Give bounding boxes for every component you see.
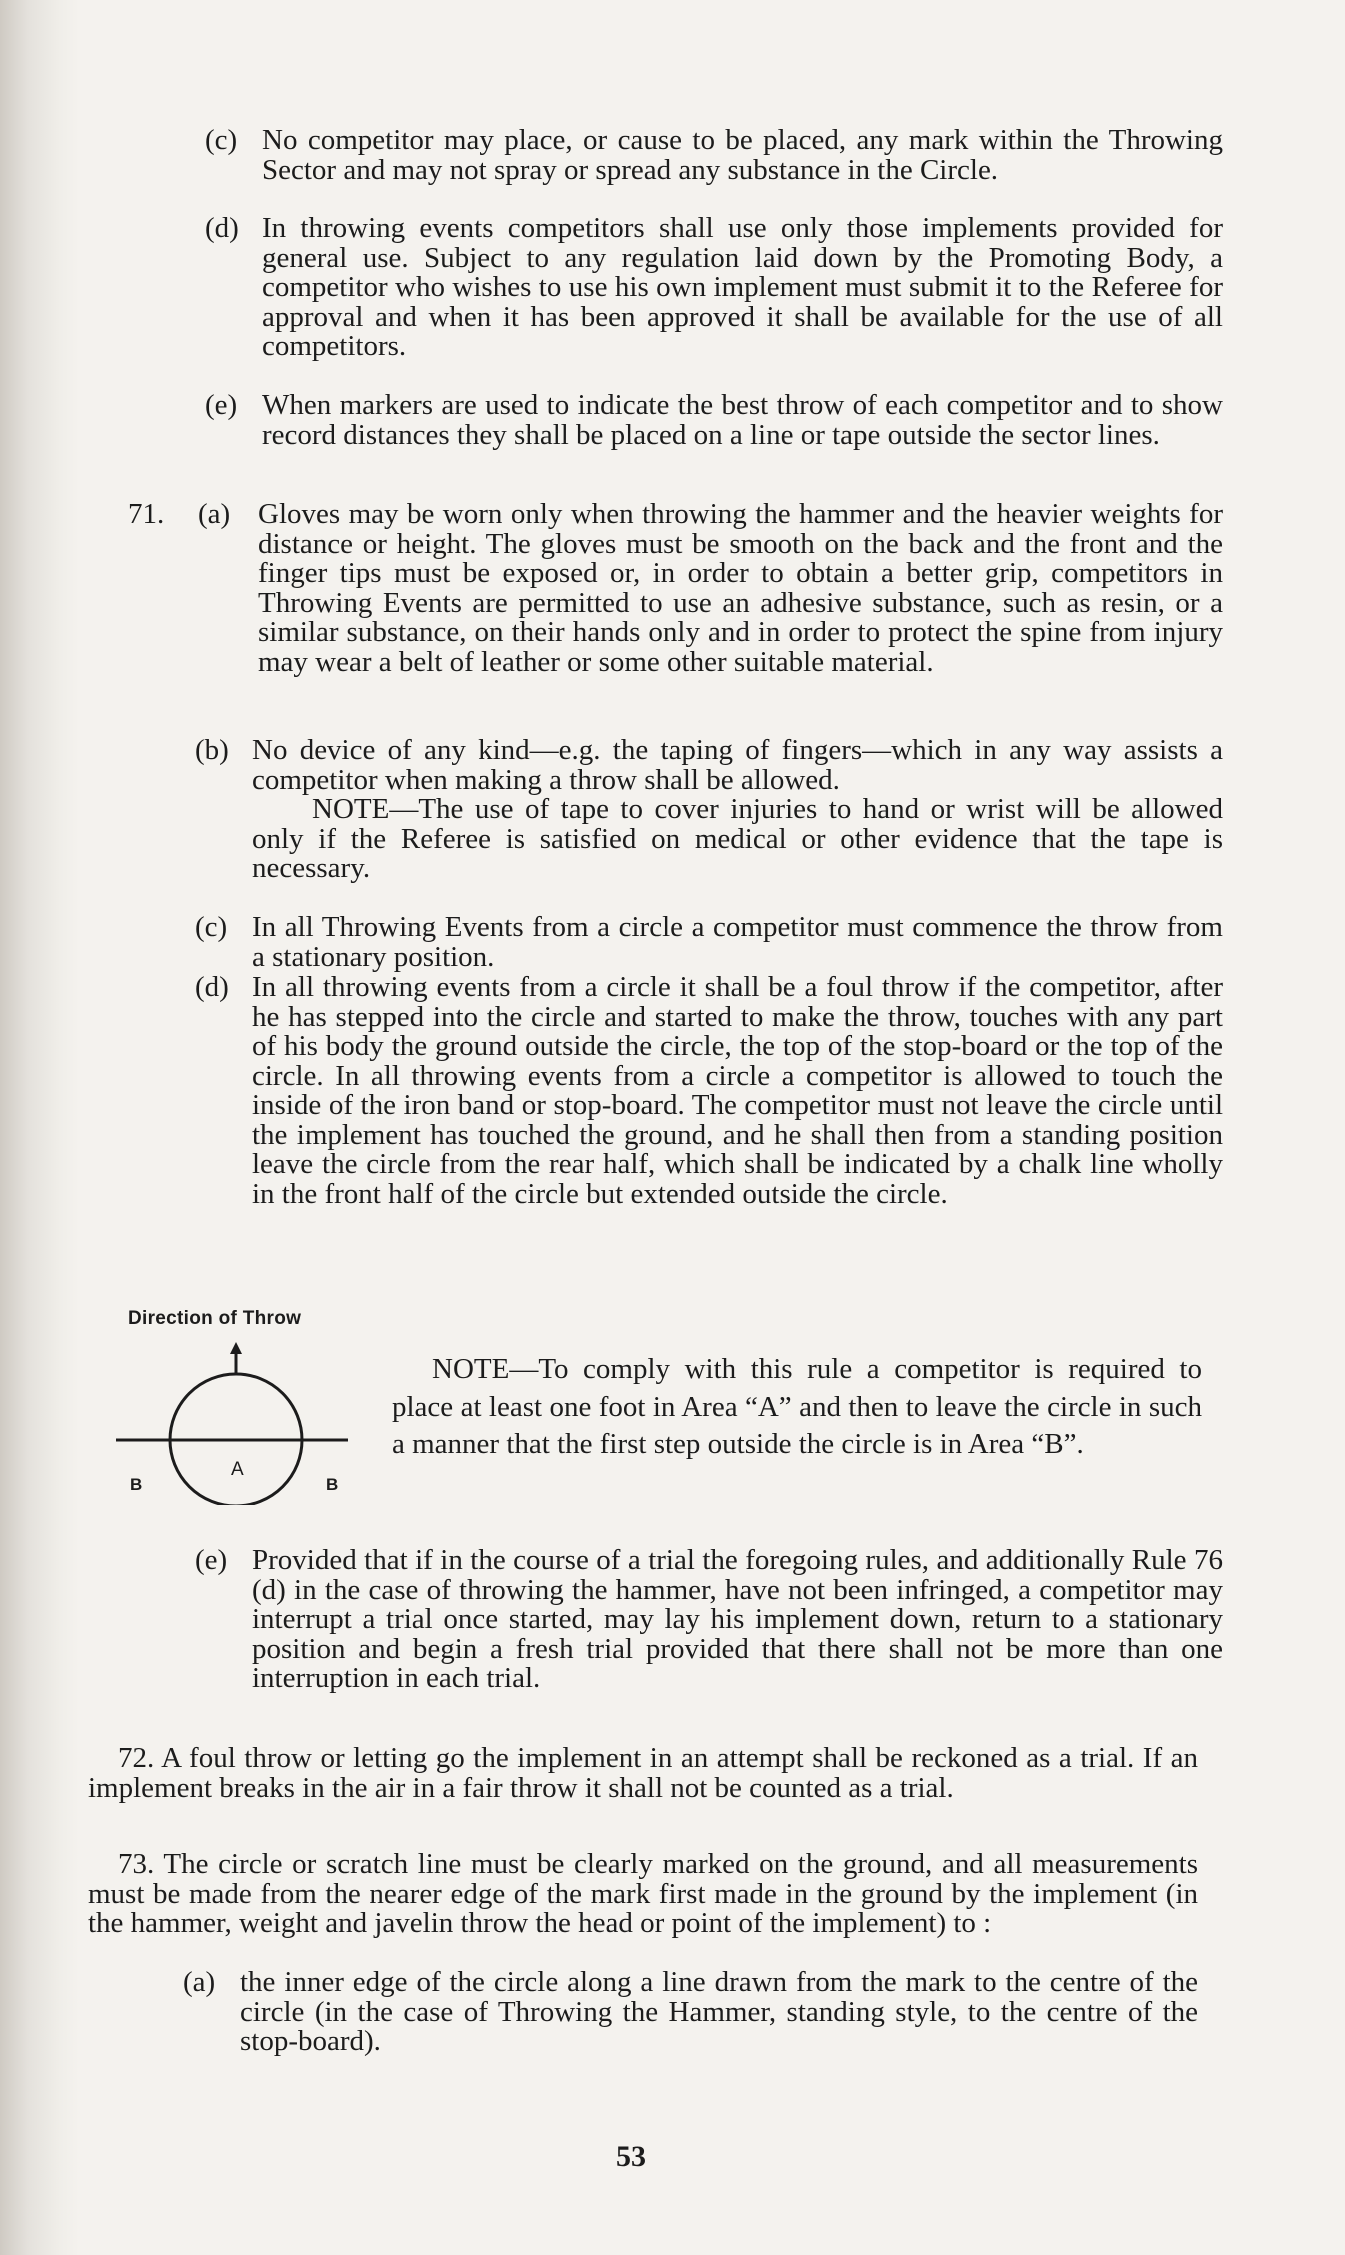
rule-71c-label: (c) [195,911,228,943]
rule-72: 72. A foul throw or letting go the implement in an attempt shall be reckoned as a trial. If an implement breaks in the air in a fair throw it shall not be counted as a trial. [88,1742,1198,1804]
rule-71b-label: (b) [195,734,229,766]
rule-71c [195,913,1223,972]
rule-71e-label: (e) [195,1544,228,1576]
rule-71c-text: In all Throwing Events from a circle a competitor must commence the throw from a stationary position. [252,911,1223,973]
rule-70d-label: (d) [205,212,239,244]
direction-arrow-icon [230,1342,242,1354]
rule-70e [205,391,1223,450]
rule-71e-text: Provided that if in the course of a trial the foregoing rules, and additionally Rule 76 (d) in the case of throwing the hammer, have not been infringed, a competitor may interrupt a trial once started, may lay his implement down, return to a stationary position and begin a fresh trial provided that there shall not be more than one interruption in each trial. [252,1544,1223,1694]
rule-71b-note: NOTE—The use of tape to cover injuries to hand or wrist will be allowed only if the Referee is satisfied on medical or other evidence that the tape is necessary. [252,793,1223,884]
rule-71a-text: Gloves may be worn only when throwing the hammer and the heavier weights for distance or height. The gloves must be smooth on the back and the front and the finger tips must be exposed or, in order to obtain a better grip, competitors in Throwing Events are permitted to use an adhesive substance, such as resin, or a similar substance, on their hands only and in order to protect the spine from injury may wear a belt of leather or some other suitable material. [258,498,1223,678]
rule-70c [205,126,1223,185]
rule-73a-text: the inner edge of the circle along a line drawn from the mark to the centre of the circle (in the case of Throwing the Hammer, standing style, to the centre of the stop-board). [240,1966,1198,2057]
rule-71b-text: No device of any kind—e.g. the taping of fingers—which in any way assists a competitor when making a throw shall be allowed. [252,734,1223,796]
rule-70e-label: (e) [205,389,238,421]
rule-71a-label: (a) [198,498,231,530]
rule-71b [195,736,1223,884]
rule-70e-text: When markers are used to indicate the best throw of each competitor and to show record distances they shall be placed on a line or tape outside the sector lines. [262,389,1223,451]
throwing-circle-diagram [108,1330,358,1505]
area-b-left-label: B [130,1475,143,1494]
rule-71d-label: (d) [195,971,229,1003]
rule-71d [195,973,1223,1209]
rule-71d-text: In all throwing events from a circle it shall be a foul throw if the competitor, after he has stepped into the circle and started to make the throw, touches with any part of his body the ground outside the circle, the top of the stop-board or the top of the circle. In all throwing events from a circle a competitor is allowed to touch the inside of the iron band or stop-board. The competitor must not leave the circle until the implement has touched the ground, and he shall then from a standing position leave the circle from the rear half, which shall be indicated by a chalk line wholly in the front half of the circle but extended outside the circle. [252,971,1223,1210]
diagram-title: Direction of Throw [128,1308,302,1329]
diagram-note: NOTE—To comply with this rule a competitor is required to place at least one foot in Area “A” and then to leave the circle in such a manner that the first step outside the circle is in Area “B”. [392,1353,1202,1460]
rule-73a-label: (a) [183,1966,216,1998]
rule-71-number: 71. [128,498,165,530]
area-b-right-label: B [326,1475,339,1494]
rule-71e [195,1546,1223,1694]
rule-70c-label: (c) [205,124,238,156]
rule-70d [205,214,1223,362]
rule-70c-text: No competitor may place, or cause to be placed, any mark within the Throwing Sector and may not spray or spread any substance in the Circle. [262,124,1223,186]
rule-71a [128,500,1223,677]
rule-70d-text: In throwing events competitors shall use only those implements provided for general use. Subject to any regulation laid down by the Promoting Body, a competitor who wishes to use his own implement must submit it to the Referee for approval and when it has been approved it shall be available for the use of all competitors. [262,212,1223,362]
rule-73a [183,1968,1198,2057]
rule-73: 73. The circle or scratch line must be clearly marked on the ground, and all measurements must be made from the nearer edge of the mark first made in the ground by the implement (in the hammer, weight and javelin throw the head or point of the implement) to : [88,1848,1198,1939]
area-a-label: A [231,1459,244,1480]
page-number: 53 [616,2140,646,2173]
